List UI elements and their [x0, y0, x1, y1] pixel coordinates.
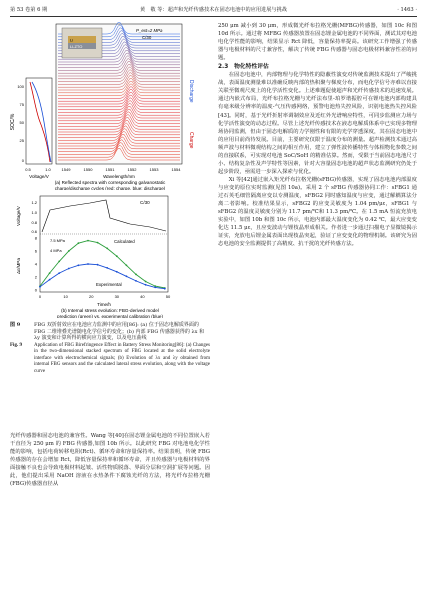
strain-axis-label: Δε/MPa — [16, 258, 21, 274]
data-point — [68, 250, 70, 252]
figure-label-cn: 图 9 — [10, 322, 21, 328]
time-tick: 10 — [63, 294, 68, 299]
legend-rate: C/30 — [142, 35, 152, 40]
time-tick: 50 — [165, 294, 171, 299]
voltage-tick: 0.5 — [25, 167, 31, 172]
figure-label-en: Fig. 9 — [10, 342, 22, 348]
figure-b-caption-1: (b) Internal stress evolution: FBG-derived model — [61, 308, 159, 313]
data-point — [126, 264, 128, 266]
strain-ticks — [35, 236, 38, 293]
running-header — [10, 4, 417, 16]
voltage-tick: 1.0 — [31, 210, 37, 215]
data-point — [164, 288, 166, 290]
left-column-text — [10, 432, 210, 488]
soc-axis-label: SOC/% — [10, 113, 16, 131]
time-tick: 30 — [114, 294, 120, 299]
soc-tick: 100 — [17, 84, 24, 89]
strain-tick: 6 — [34, 248, 37, 254]
data-point — [49, 279, 51, 281]
page-number: · 1463 · — [397, 7, 417, 13]
wavelength-tick: 1551 — [105, 167, 115, 172]
data-point — [58, 261, 60, 263]
wavelength-tick: 1554 — [171, 167, 181, 172]
figure-9b — [10, 194, 210, 318]
data-point — [145, 281, 147, 283]
running-title: 黄 敬 等：超声和光纤传感技术在固态电池中的应用进展与挑战 — [140, 7, 287, 13]
journal-issue: 第 53 卷第 6 期 — [10, 7, 48, 13]
inset-electrolyte-label: LLZTO — [70, 44, 83, 49]
strain-tick: 8 — [34, 235, 37, 241]
side-label-charge: Charge — [188, 132, 194, 149]
soc-tick: 25 — [19, 138, 24, 143]
soc-tick: 0 — [21, 158, 24, 163]
wavelength-tick: 1552 — [127, 167, 137, 172]
wavelength-tick: 1549 — [61, 167, 71, 172]
strain-tick: 0 — [34, 287, 37, 293]
figure-caption — [10, 322, 210, 375]
figure-caption-en — [10, 343, 210, 376]
wavelength-tick: 1550 — [83, 167, 93, 172]
data-point — [87, 263, 89, 265]
voltage-curve-charge — [30, 82, 50, 162]
data-point — [154, 287, 156, 289]
side-label-discharge: Discharge — [188, 80, 194, 103]
figure-text-en: Application of FBG Birefringence Effect in Battery Stress Monitoring[86]: (a) Changes in the two-dimensional stacked spectrum of FBG located at the solid electrolyte interface with electrochemical signals; (b) Evolution of λx and λy obtained from internal FBG sensors and the calculated lateral stress evolution, along with the voltage curve — [34, 342, 210, 374]
time-axis-label: Time/h — [97, 302, 111, 307]
soc-tick: 75 — [19, 102, 24, 107]
strain-tick: 4 — [34, 261, 37, 267]
data-point — [126, 275, 128, 277]
data-point — [58, 272, 60, 274]
figure-caption-cn — [10, 322, 210, 342]
data-point — [116, 271, 118, 273]
annotation-4mpa: 4 MPa — [50, 248, 62, 253]
voltage-tick: 0.6 — [31, 229, 37, 234]
legend-pressure: P_ext=2 MPa — [136, 28, 163, 33]
figure-a-caption-2: charge/discharge cycles (red: charge, blue: discharge) — [54, 186, 166, 190]
data-point — [78, 242, 80, 244]
paragraph: 在固态电池中，内部物理与化学特性的隐蔽性演变对传统监测技术提出了严峻挑战，表面温度测量难以准确反映内部的热积聚与梯度分布，而电化学信号亦难以直接关联至微观尺度上的化学活性变化。上述难题促使超声和光纤传感技术的迅速发展。通过内嵌式布局，光纤布拉格光栅与光纤法布里-珀罗谐振腔可在锂电池内部构建具有毫米级分辨率的温度-气压传感网络，预警电池热失控风险，识别电池热失控风险[43]。同时，基于光纤折射率调制效应及近红外光谱响应特性，可同步监测应力场与化学活性演变的动态过程。尽管上述光纤传感技术在液态电解质体系中已实现多物理场协同监测，但由于固态电解质的力学刚性和有限的光学穿透深度，其在固态电池中的应用目前尚待发展。目前，主要研究仅限于温度分布的测量。超声检测技术通过高频声波与材料微观结构之间的相互作用，建立了弹性波传播特性与体相物化参数之间的直接联系，可实现对电池 SoC/SoH 的精准估算。然而，受限于当前固态电池尺寸小、结构复杂性及声学特性等因素，针对大容量固态电池的超声状态监测研究仍处于起步阶段，亟需进一步深入探索与优化。 — [218, 72, 417, 175]
time-ticks — [39, 294, 171, 299]
rate-label: C/30 — [140, 200, 150, 205]
right-column-text — [218, 22, 417, 248]
data-point — [68, 268, 70, 270]
inset-device-label: Li — [70, 37, 74, 43]
data-point — [145, 284, 147, 286]
time-tick: 20 — [88, 294, 94, 299]
data-point — [116, 255, 118, 257]
figure-a-caption-1: (a) Reflected spectra with corresponding galvanostatic — [54, 180, 166, 185]
wavelength-tick: 1553 — [149, 167, 159, 172]
data-point — [135, 274, 137, 276]
data-point — [97, 242, 99, 244]
paragraph: 光纤传感器和固态电池的兼容性。Wang 等[40]在固态锂金属电池的不同位置嵌入若干直径为 250 μm 的 FBG 传感器,如图 10b 所示。以此研究 FBG 对电池电化学性能的影响，包括电荷转移电阻(Rct)、循环寿命和容量保持率。结果表明，传统 FBG 传感器的存在会增加 Rct，降低容量保持率和循环寿命，并且传感器与电极材料的界面接触不良也会导致电极材料起皱、活性物质脱落、界面分层和空洞扩展等问题。因此，他们提出采用 NaOH 溶液在水热条件下腐蚀光纤的方法，将光纤布拉格光栅(FBG)传感器直径从 — [10, 433, 210, 488]
wavelength-axis-label: Wavelength/nm — [103, 174, 135, 179]
paragraph: 250 μm 减小到 30 μm，形成微光纤布拉格光栅(MFBG)传感器，如图 10c 和图 10d 所示。通过将 MFBG 传感器放置在固态锂金属电池的不同界面，测试其对电池电化学性能的影响，结果显示 Rct 降低，容量保持率提高。该研究工作增强了传感器与电极材料的尺寸兼容性，解决了传统 FBG 传感器与固态电极材料兼容性差的问题。 — [218, 23, 417, 62]
figure-text-cn: FBG 双折射效应在电池应力监测中的应用[86]: (a) 位于固态电解质界面的 FBG 二维堆叠光谱随电化学信号的变化；(b) 内部 FBG 传感器获得的 λx 和 λy 演变和计算所得的横向应力演变，以及电压曲线 — [34, 322, 205, 341]
annotation-7-5mpa: 7.5 MPa — [50, 238, 65, 243]
voltage-axis-label: Voltage/V — [29, 174, 49, 179]
figure-9a — [10, 22, 210, 190]
data-point — [135, 280, 137, 282]
voltage-tick: 1.2 — [31, 200, 37, 205]
data-point — [87, 240, 89, 242]
data-point — [106, 267, 108, 269]
soc-tick: 50 — [19, 120, 24, 125]
time-tick: 0 — [38, 294, 42, 299]
annotation-calculated: Calculated — [114, 239, 135, 244]
annotation-experimental: Experimental — [96, 282, 122, 287]
voltage-tick: 0.8 — [31, 220, 37, 225]
time-tick: 40 — [140, 294, 145, 299]
voltage-tick: 1.0 — [45, 167, 51, 172]
data-point — [106, 248, 108, 250]
data-point — [78, 264, 80, 266]
section-heading: 2.3 物化特性评估 — [218, 64, 269, 71]
strain-tick: 2 — [34, 274, 37, 280]
data-point — [39, 286, 41, 288]
paragraph: Xi 等[42]通过嵌入矩光纤布拉格光栅(sFBG)传感器，实现了固态电池内部温度与应变的原位实时监测(见图 10a)。采用 2 个 sFBG 传感器协同工作：sFBG1 通过石英毛细管隔离应变以专测温度，sFBG2 同时感知温度与应变，通过解耦算法分离二者影响。校准结果显示，sFBG2 的应变灵敏度为 1.04 pm/με，sFBG1 与 sFBG2 的温度灵敏度分别为 11.7 pm/℃和 11.3 pm/℃。在 1.5 mA 恒流充放电实验中，如图 10b 和图 10c 所示，电池内部最大温度变化为 0.42 ℃，最大应变变化达 11.5 με，且应变波动与锂枝晶形成相关。作者进一步通过扫描电子显微镜揭示证实，充放电后锂金属表面出现枝晶突起，验证了应变变化的物理机制。该研究为固态电池的安全监测提供了高精度、抗干扰的光纤传感方法。 — [218, 176, 417, 248]
header-rule — [10, 16, 417, 17]
data-point — [49, 272, 51, 274]
voltage-axis-label: Voltage/V — [16, 206, 21, 226]
data-point — [97, 264, 99, 266]
figure-b-caption-2: prediction (green) vs. experimental calibration (blue) — [57, 314, 163, 318]
